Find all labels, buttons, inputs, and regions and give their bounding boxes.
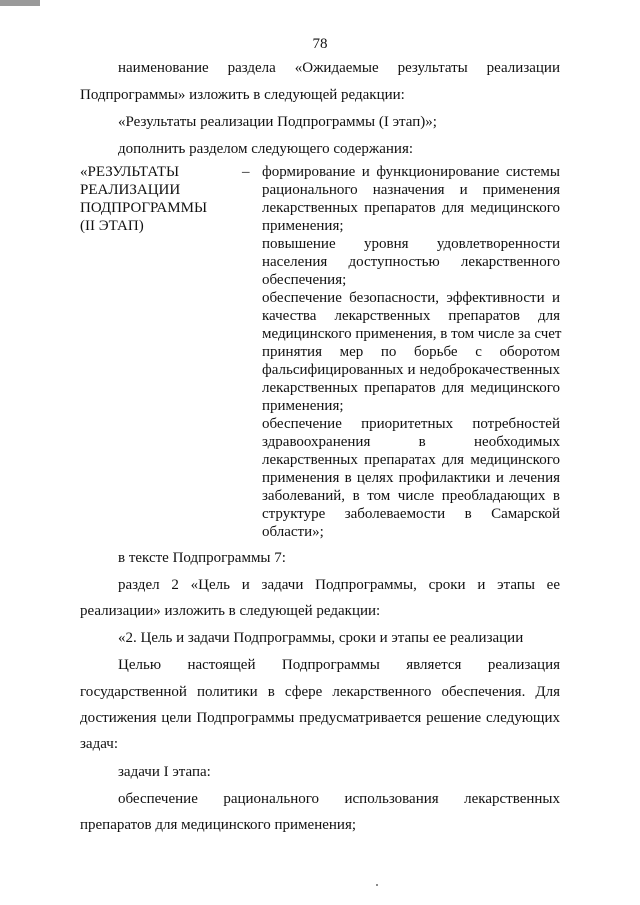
results-line: лекарственных препаратах для медицинского [262,452,560,468]
results-line: заболеваний, в том числе преобладающих в [262,488,560,504]
intro-line-1: наименование раздела «Ожидаемые результаты реализации [118,60,560,76]
scan-speck [376,884,378,886]
results-line: повышение уровня удовлетворенности [262,236,560,252]
body-paragraph: Целью настоящей Подпрограммы является реализация [118,657,560,673]
results-line: принятия мер по борьбе с оборотом [262,344,560,360]
body-paragraph: задач: [80,736,118,752]
body-paragraph: реализации» изложить в следующей редакции: [80,603,381,619]
body-paragraph: задачи I этапа: [118,764,211,780]
results-line: качества лекарственных препаратов для [262,308,560,324]
results-line: применения; [262,398,344,414]
results-line: применения; [262,218,344,234]
results-line: применения в целях профилактики и лечения [262,470,560,486]
results-line: формирование и функционирование системы [262,164,560,180]
results-line: медицинского применения, в том числе за счет [262,326,562,342]
results-line: структуре заболеваемости в Самарской [262,506,560,522]
body-paragraph: в тексте Подпрограммы 7: [118,550,286,566]
results-line: фальсифицированных и недоброкачественных [262,362,560,378]
results-heading-line: «РЕЗУЛЬТАТЫ [80,164,180,180]
results-line: обеспечение приоритетных потребностей [262,416,560,432]
page-number: 78 [312,36,328,52]
intro-add-line: дополнить разделом следующего содержания: [118,141,414,157]
results-line: лекарственных препаратов для медицинского [262,200,560,216]
results-heading-line: РЕАЛИЗАЦИИ [80,182,181,198]
body-paragraph: раздел 2 «Цель и задачи Подпрограммы, сроки и этапы ее [118,577,560,593]
section-heading: «2. Цель и задачи Подпрограммы, сроки и этапы ее реализации [118,630,524,646]
results-line: рационального назначения и применения [262,182,560,198]
body-paragraph: препаратов для медицинского применения; [80,817,357,833]
results-line: лекарственных препаратов для медицинского [262,380,560,396]
results-heading-line: (II ЭТАП) [80,218,144,234]
body-paragraph: достижения цели Подпрограммы предусматривается решение следующих [80,710,560,726]
results-line: здравоохранения в необходимых [262,434,560,450]
results-line: обеспечения; [262,272,347,288]
body-paragraph: государственной политики в сфере лекарственного обеспечения. Для [80,684,560,700]
results-line: обеспечение безопасности, эффективности и [262,290,560,306]
intro-quote-line: «Результаты реализации Подпрограммы (I этап)»; [118,114,437,130]
table-dash: – [242,164,250,180]
results-line: населения доступностью лекарственного [262,254,560,270]
intro-line-2: Подпрограммы» изложить в следующей редакции: [80,87,405,103]
results-heading-line: ПОДПРОГРАММЫ [80,200,208,216]
body-paragraph: обеспечение рационального использования лекарственных [118,791,560,807]
scan-edge-mark [0,0,40,6]
results-line: области»; [262,524,324,540]
